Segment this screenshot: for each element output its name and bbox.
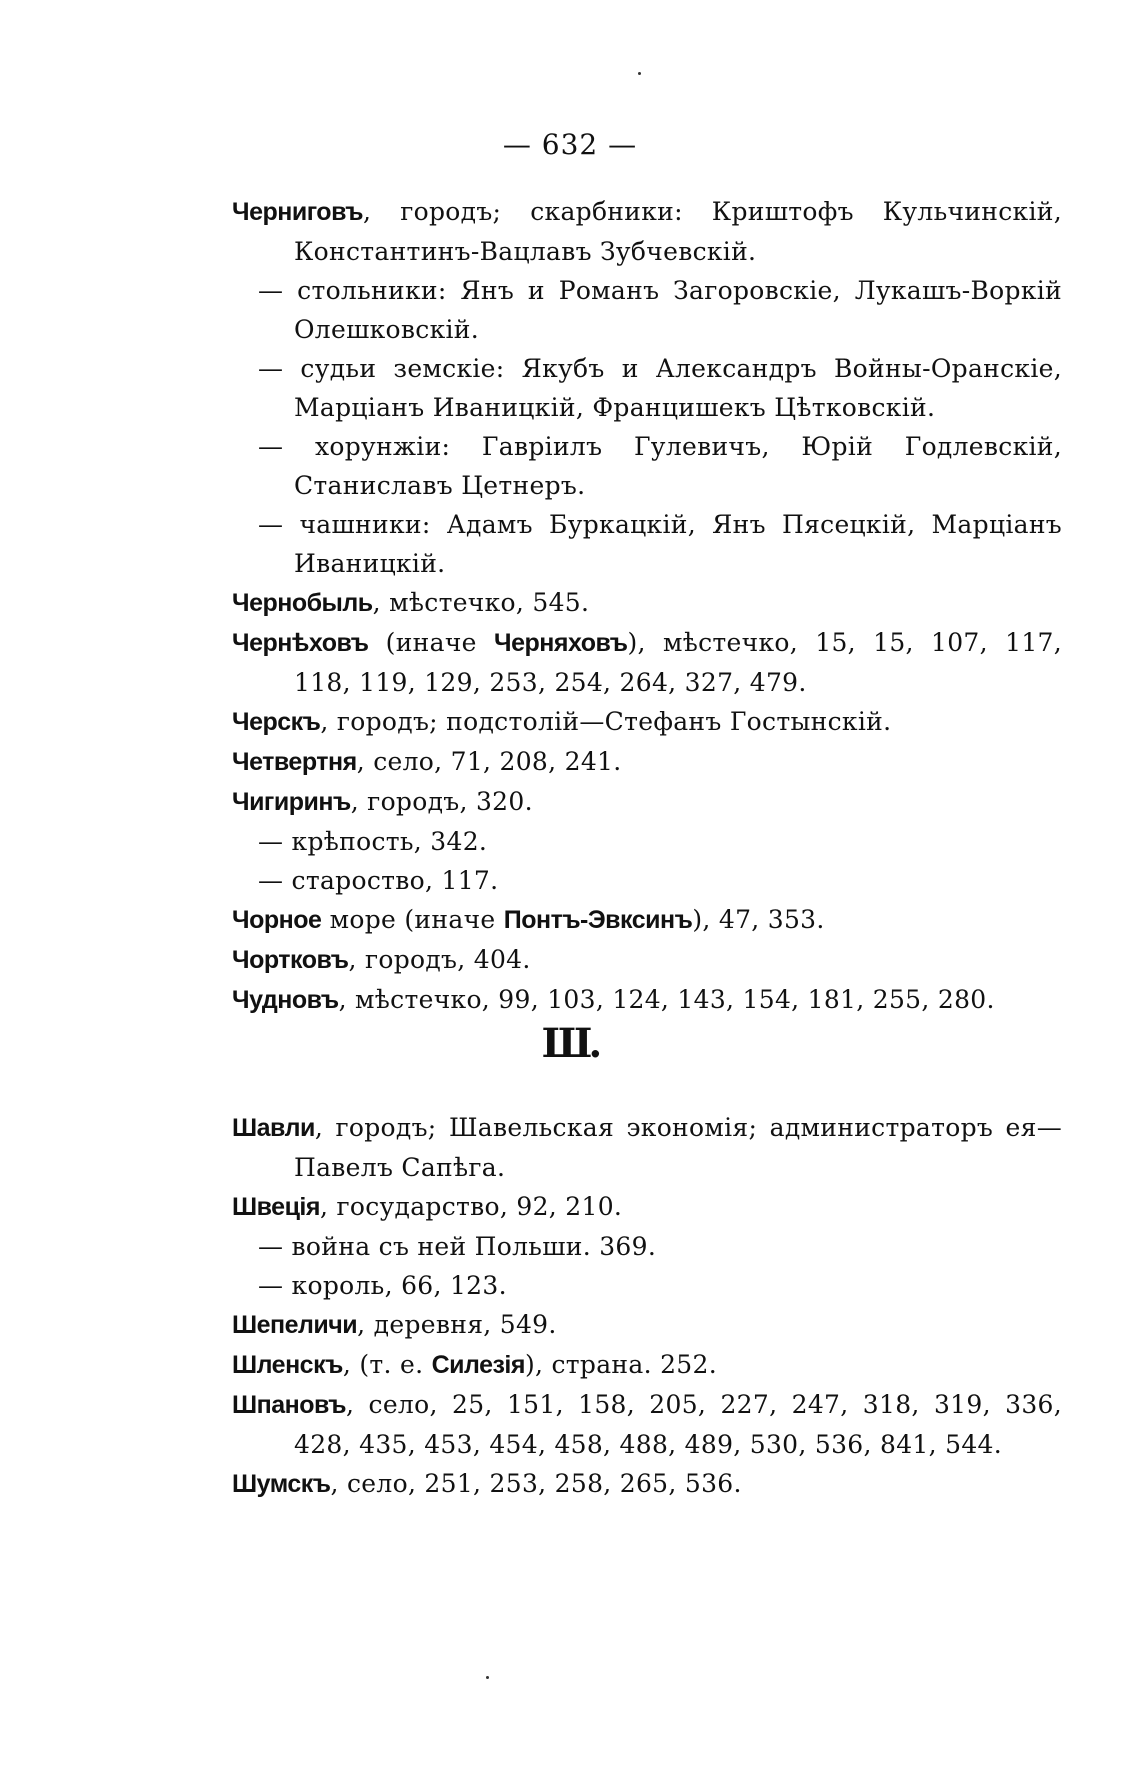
page-number: — 632 — (502, 128, 638, 161)
index-subentry (232, 822, 1062, 861)
entry-text: , деревня, 549. (357, 1310, 557, 1339)
entry-text: , (т. е. (342, 1350, 432, 1379)
index-entry (232, 1108, 1062, 1187)
entry-text: , городъ; скарбники: Криштофъ Кульчинскій, Константинъ-Вацлавъ Зубчевскій. (294, 197, 1062, 266)
entry-headword: Шленскъ (232, 1351, 343, 1379)
index-section-sha (232, 1108, 1062, 1504)
entry-text: море (иначе (321, 905, 504, 934)
entry-text: , село, 251, 253, 258, 265, 536. (330, 1469, 742, 1498)
entry-headword: Силезія (431, 1351, 525, 1379)
entry-headword: Чорное (232, 906, 322, 934)
index-entry (232, 1187, 1062, 1227)
index-entry (232, 980, 1062, 1020)
entry-headword: Швеція (232, 1193, 320, 1221)
entry-text: , городъ; подстолій—Стефанъ Гостынскій. (320, 707, 892, 736)
entry-headword: Черняховъ (494, 629, 628, 657)
entry-text: , мѣстечко, 545. (372, 588, 590, 617)
ink-speck (638, 72, 641, 75)
index-section-che (232, 192, 1062, 1020)
entry-text: ), мѣстечко, 15, 15, 107, 117, 118, 119, 129, 253, 254, 264, 327, 479. (294, 628, 1062, 697)
letter-heading: Ш. (541, 1020, 599, 1067)
ink-speck (486, 1676, 489, 1679)
entry-text: , государство, 92, 210. (319, 1192, 623, 1221)
index-subentry (232, 349, 1062, 427)
entry-text: — война съ ней Польши. 369. (258, 1232, 657, 1261)
index-entry (232, 1385, 1062, 1464)
index-entry (232, 583, 1062, 623)
entry-headword: Шумскъ (232, 1470, 331, 1498)
index-entry (232, 1305, 1062, 1345)
entry-text: , городъ; Шавельская экономія; администраторъ ея—Павелъ Сапѣга. (294, 1113, 1062, 1182)
index-entry (232, 623, 1062, 702)
index-subentry (232, 505, 1062, 583)
entry-text: ), 47, 353. (692, 905, 825, 934)
entry-headword: Четвертня (232, 748, 357, 776)
entry-text: , село, 25, 151, 158, 205, 227, 247, 318, 319, 336, 428, 435, 453, 454, 458, 488, 489, 530, 536, 841, 544. (294, 1390, 1062, 1459)
entry-text: , городъ, 320. (350, 787, 533, 816)
index-entry (232, 1464, 1062, 1504)
entry-headword: Чернѣховъ (232, 629, 369, 657)
index-subentry (232, 1266, 1062, 1305)
entry-headword: Чернобыль (232, 589, 373, 617)
entry-text: ), страна. 252. (524, 1350, 717, 1379)
index-subentry (232, 427, 1062, 505)
entry-text: — хорунжіи: Гавріилъ Гулевичъ, Юрій Годлевскій, Станиславъ Цетнеръ. (258, 432, 1062, 500)
entry-text: (иначе (368, 628, 495, 657)
entry-headword: Шепеличи (232, 1311, 358, 1339)
entry-text: — крѣпость, 342. (258, 827, 488, 856)
entry-text: — староство, 117. (258, 866, 499, 895)
entry-text: , городъ, 404. (348, 945, 531, 974)
index-entry (232, 742, 1062, 782)
entry-headword: Чудновъ (232, 986, 339, 1014)
index-entry (232, 900, 1062, 940)
index-entry (232, 702, 1062, 742)
index-subentry (232, 1227, 1062, 1266)
entry-text: — король, 66, 123. (258, 1271, 507, 1300)
index-entry (232, 192, 1062, 271)
entry-headword: Черниговъ (232, 198, 364, 226)
entry-text: , село, 71, 208, 241. (356, 747, 622, 776)
index-subentry (232, 861, 1062, 900)
index-entry (232, 1345, 1062, 1385)
entry-headword: Чортковъ (232, 946, 349, 974)
index-entry (232, 782, 1062, 822)
entry-headword: Шпановъ (232, 1391, 346, 1419)
entry-text: — чашники: Адамъ Буркацкій, Янъ Пясецкій, Марціанъ Иваницкій. (258, 510, 1062, 578)
entry-text: — стольники: Янъ и Романъ Загоровскіе, Лукашъ-Воркій Олешковскій. (258, 276, 1062, 344)
index-entry (232, 940, 1062, 980)
entry-headword: Понтъ-Эвксинъ (503, 906, 693, 934)
entry-text: , мѣстечко, 99, 103, 124, 143, 154, 181, 255, 280. (338, 985, 995, 1014)
entry-text: — судьи земскіе: Якубъ и Александръ Войны-Оранскіе, Марціанъ Иваницкій, Францишекъ Цѣтковскій. (258, 354, 1062, 422)
entry-headword: Шавли (232, 1114, 315, 1142)
entry-headword: Чигиринъ (232, 788, 351, 816)
index-subentry (232, 271, 1062, 349)
entry-headword: Черскъ (232, 708, 321, 736)
